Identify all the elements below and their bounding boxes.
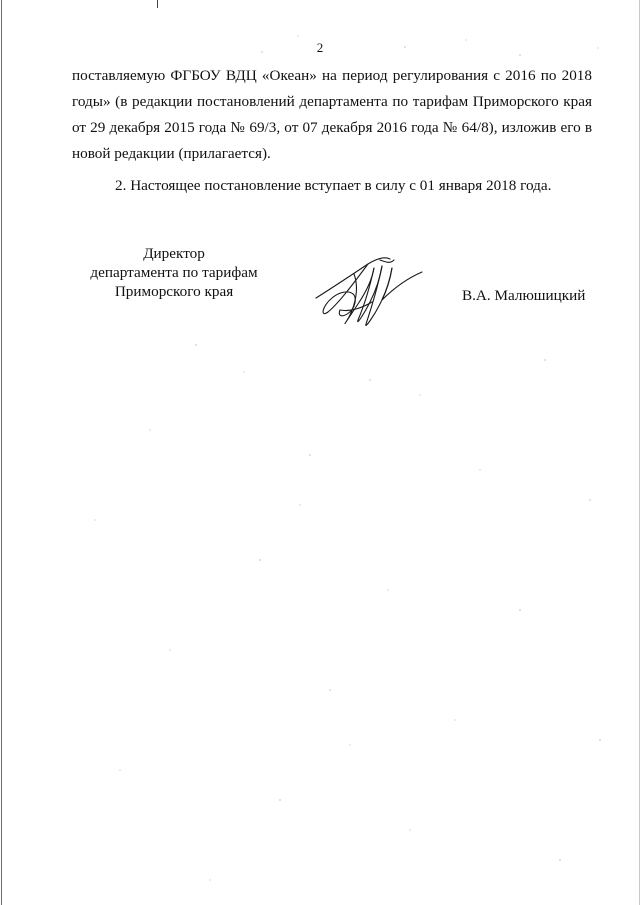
paragraph-1-line: поставляемую ФГБОУ ВДЦ «Океан» на период регулирования с 2016 по 2018 [72,67,592,84]
signatory-title-line: Директор [143,245,205,262]
body-text [72,63,592,199]
signatory-name: В.А. Малюшицкий [462,287,586,304]
paragraph-1 [72,63,592,167]
paragraph-2: 2. Настоящее постановление вступает в силу с 01 января 2018 года. [115,177,552,194]
signatory-title-line: департамента по тарифам [90,264,258,281]
signatory-title-line: Приморского края [114,283,234,300]
page-number: 2 [316,40,324,55]
paragraph-1-line: от 29 декабря 2015 года № 69/3, от 07 декабря 2016 года № 64/8), изложив его в [72,119,592,136]
handwritten-signature [310,250,430,335]
paragraph-1-line: новой редакции (прилагается). [72,145,271,162]
signatory-title [74,244,274,301]
paragraph-1-line: годы» (в редакции постановлений департамента по тарифам Приморского края [72,93,592,110]
